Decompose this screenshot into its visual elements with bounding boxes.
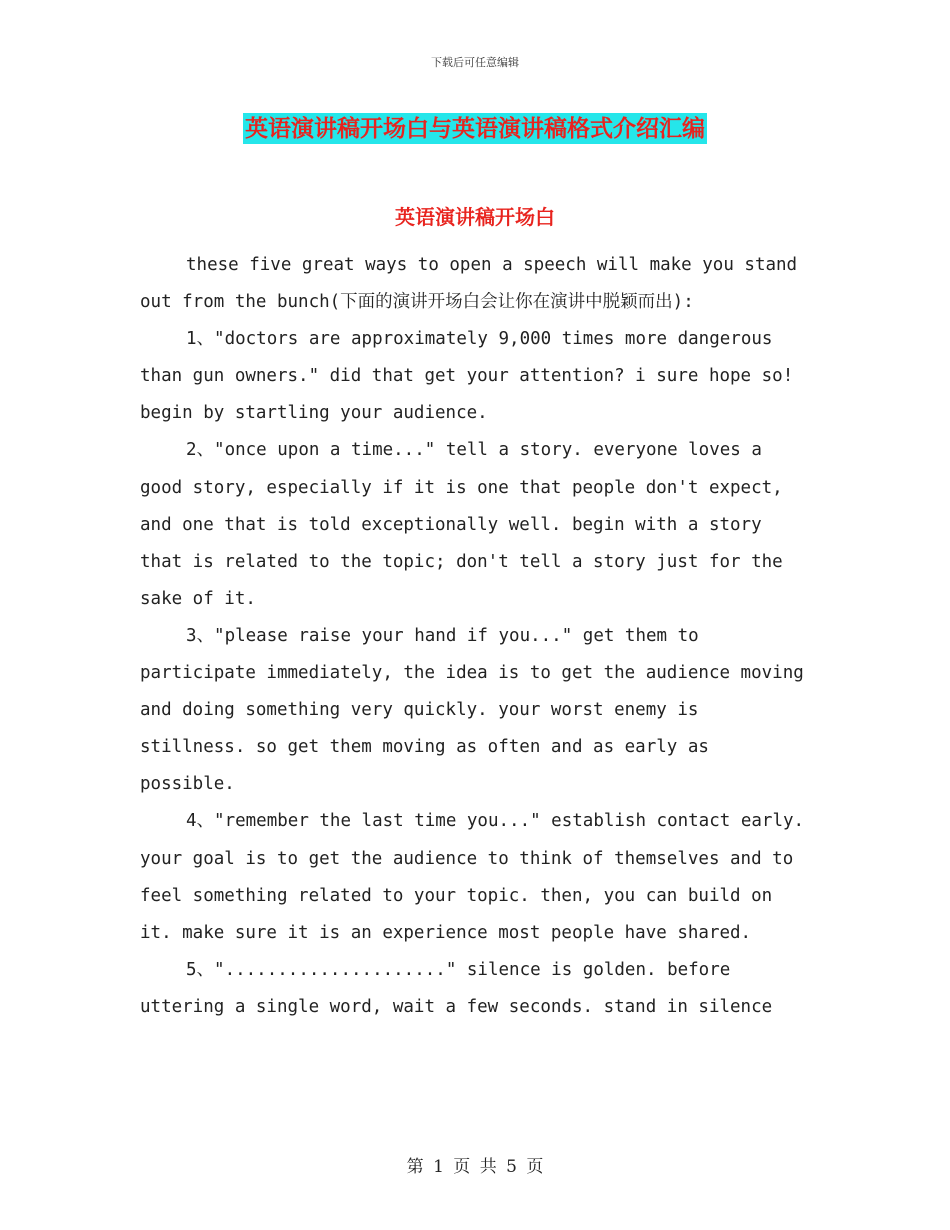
section-title: 英语演讲稿开场白: [395, 205, 555, 229]
document-body: [140, 247, 805, 1026]
page-indicator: 第 1 页 共 5 页: [406, 1157, 544, 1177]
paragraph-item-5: 5、"....................." silence is golden. before uttering a single word, wait a few seconds. stand in silence: [140, 959, 773, 1017]
paragraph-item-2: 2、"once upon a time..." tell a story. everyone loves a good story, especially if it is one that people don't expect, and one that is told exceptionally well. begin with a story that is related to the topic; don't tell a story just for the sake of it.: [140, 440, 783, 609]
header-note: 下载后可任意编辑: [431, 56, 519, 69]
paragraph-item-3: 3、"please raise your hand if you..." get them to participate immediately, the idea is to get the audience moving and doing something very quickly. your worst enemy is stillness. so get them moving as often and as early as possible.: [140, 625, 804, 795]
paragraph-item-1: 1、"doctors are approximately 9,000 times more dangerous than gun owners." did that get your attention? i sure hope so! begin by startling your audience.: [140, 329, 794, 424]
document-title: 英语演讲稿开场白与英语演讲稿格式介绍汇编: [245, 115, 705, 142]
paragraph-item-4: 4、"remember the last time you..." establish contact early. your goal is to get the audience to think of themselves and to feel something related to your topic. then, you can build on it. make sure it is an experience most people have shared.: [140, 811, 805, 943]
paragraph-intro: these five great ways to open a speech will make you stand out from the bunch(下面的演讲开场白会让你在演讲中脱颖而出):: [140, 255, 798, 313]
document-title-container: [0, 113, 950, 144]
